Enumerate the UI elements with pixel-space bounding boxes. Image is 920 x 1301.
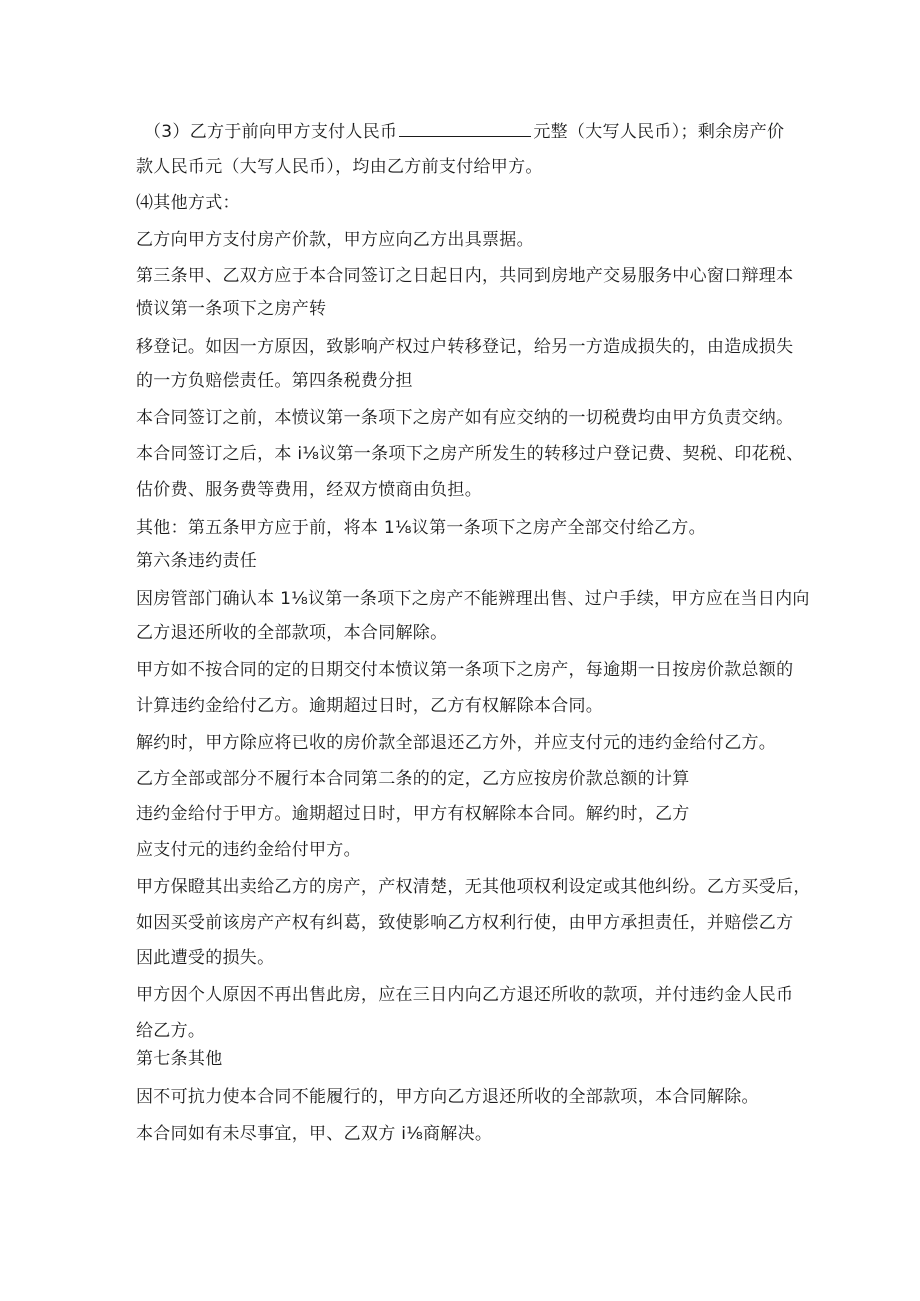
text-segment: （3）乙方于前向甲方支付人民币: [144, 122, 398, 142]
text-line-8: 的一方负赔偿责任。第四条税费分担: [136, 371, 413, 391]
text-line-16: 甲方如不按合同的定的日期交付本愤议第一条项下之房产，每逾期一日按房价款总额的: [136, 660, 794, 680]
text-line-5: 第三条甲、乙双方应于本合同签订之日起日内，共同到房地产交易服务中心窗口辩理本: [136, 266, 794, 286]
text-line-25: 甲方因个人原因不再出售此房，应在三日内向乙方退还所收的款项，并付违约金人民币: [136, 985, 794, 1005]
text-line-1: [144, 120, 784, 143]
text-line-28: 因不可抗力使本合同不能履行的，甲方向乙方退还所收的全部款项，本合同解除。: [136, 1087, 759, 1107]
text-line-14: 因房管部门确认本 1⅛议第一条项下之房产不能辨理出售、过户手续，甲方应在当日内向: [136, 589, 810, 609]
text-line-17: 计算违约金给付乙方。逾期超过日时，乙方有权解除本合同。: [136, 696, 604, 716]
text-line-3: ⑷其他方式：: [136, 193, 240, 213]
text-line-11: 估价费、服务费等费用，经双方愤商由负担。: [136, 480, 482, 500]
text-line-26: 给乙方。: [136, 1021, 206, 1041]
text-line-19: 乙方全部或部分不履行本合同第二条的的定，乙方应按房价款总额的计算: [136, 769, 690, 789]
text-line-21: 应支付元的违约金给付甲方。: [136, 840, 361, 860]
text-line-7: 移登记。如因一方原因，致影响产权过户转移登记，给另一方造成损失的，由造成损失: [136, 337, 794, 357]
text-line-29: 本合同如有未尽事宜，甲、乙双方 i⅛商解决。: [136, 1124, 493, 1144]
text-line-24: 因此遭受的损失。: [136, 948, 275, 968]
text-line-22: 甲方保瞪其出卖给乙方的房产，产权清楚，无其他项权利设定或其他纠纷。乙方买受后，: [136, 877, 811, 897]
text-line-20: 违约金给付于甲方。逾期超过日时，甲方有权解除本合同。解约时，乙方: [136, 804, 690, 824]
text-line-15: 乙方退还所收的全部款项，本合同解除。: [136, 623, 448, 643]
text-line-9: 本合同签订之前，本愤议第一条项下之房产如有应交纳的一切税费均由甲方负责交纳。: [136, 408, 794, 428]
text-line-13: 第六条违约责任: [136, 551, 258, 571]
text-line-12: 其他：第五条甲方应于前，将本 1⅛议第一条项下之房产全部交付给乙方。: [136, 518, 706, 538]
fill-in-blank: [399, 120, 531, 137]
text-line-2: 款人民币元（大写人民币），均由乙方前支付给甲方。: [136, 157, 543, 177]
text-segment: 元整（大写人民币）；剩余房产价: [533, 122, 785, 142]
text-line-6: 愤议第一条项下之房产转: [136, 299, 327, 319]
text-line-10: 本合同签订之后，本 i⅛议第一条项下之房产所发生的转移过户登记费、契税、印花税、: [136, 444, 804, 464]
text-line-23: 如因买受前该房产产权有纠葛，致使影响乙方权利行使，由甲方承担责任，并赔偿乙方: [136, 913, 794, 933]
text-line-4: 乙方向甲方支付房产价款，甲方应向乙方出具票据。: [136, 230, 534, 250]
text-line-18: 解约时，甲方除应将已收的房价款全部退还乙方外，并应支付元的违约金给付乙方。: [136, 733, 777, 753]
text-line-27: 第七条其他: [136, 1049, 223, 1069]
